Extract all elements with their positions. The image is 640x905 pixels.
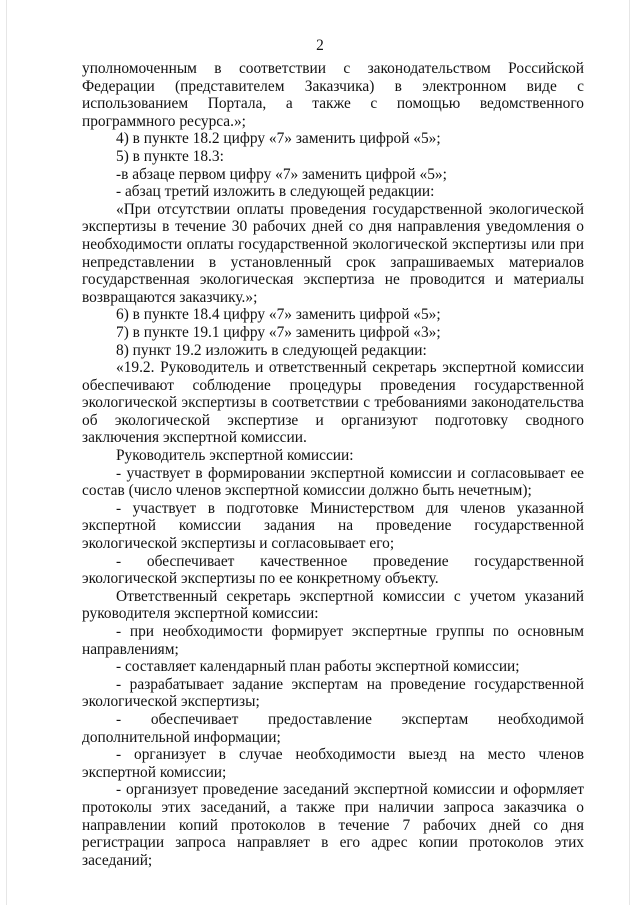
paragraph: - разрабатывает задание экспертам на проведение государственной экологической экспертизы; [82,675,584,711]
paragraph: Ответственный секретарь экспертной комиссии с учетом указаний руководителя экспертной комиссии: [82,587,584,623]
paragraph: - участвует в подготовке Министерством для членов указанной экспертной комиссии задания на проведение государственной экологической экспертизы и согласовывает его; [82,499,584,553]
paragraph: - обеспечивает предоставление экспертам необходимой дополнительной информации; [82,710,584,746]
paragraph: «19.2. Руководитель и ответственный секретарь экспертной комиссии обеспечивают соблюдение процедуры проведения государственной экологической экспертизы в соответствии с требованиями законодательства об экологической экспертизе и организуют подготовку сводного заключения экспертной комиссии. [82,359,584,447]
paragraph: 6) в пункте 18.4 цифру «7» заменить цифрой «5»; [116,306,441,324]
paragraph: - организует в случае необходимости выезд на место членов экспертной комиссии; [82,746,584,781]
paragraph: - составляет календарный план работы экспертной комиссии; [116,658,520,676]
paragraph: 4) в пункте 18.2 цифру «7» заменить цифрой «5»; [116,130,441,148]
paragraph: 7) в пункте 19.1 цифру «7» заменить цифрой «3»; [116,323,441,341]
paragraph: - организует проведение заседаний экспертной комиссии и оформляет протоколы этих заседаний, а также при наличии запроса заказчика о направлении копий протоколов в течение 7 рабочих дней со дня регистрации запроса направляет в его адрес копии протоколов этих заседаний; [82,781,584,869]
document-body [82,60,584,869]
paragraph: - обеспечивает качественное проведение государственной экологической экспертизы по ее конкретному объекту. [82,552,584,588]
paragraph: - при необходимости формирует экспертные группы по основным направлениям; [82,623,584,658]
paragraph: 5) в пункте 18.3: [116,147,224,165]
paragraph: - абзац третий изложить в следующей редакции: [116,183,435,201]
page-number: 2 [316,37,324,54]
paragraph: - участвует в формировании экспертной комиссии и согласовывает ее состав (число членов экспертной комиссии должно быть нечетным); [82,464,584,500]
paragraph: -в абзаце первом цифру «7» заменить цифрой «5»; [116,165,447,183]
scan-edge-left [6,0,7,905]
scan-edge-right [629,0,630,905]
paragraph: Руководитель экспертной комиссии: [116,447,354,465]
paragraph: «При отсутствии оплаты проведения государственной экологической экспертизы в течение 30 рабочих дней со дня направления уведомления о необходимости оплаты государственной экологической экспертизы или при непредставлении в установленный срок запрашиваемых материалов государственная экологическая экспертиза не проводится и материалы возвращаются заказчику.»; [82,200,584,306]
paragraph: 8) пункт 19.2 изложить в следующей редакции: [116,341,427,359]
paragraph: уполномоченным в соответствии с законодательством Российской Федерации (представителем Заказчика) в электронном виде с использованием Портала, а также с помощью ведомственного программного ресурса.»; [82,60,584,130]
